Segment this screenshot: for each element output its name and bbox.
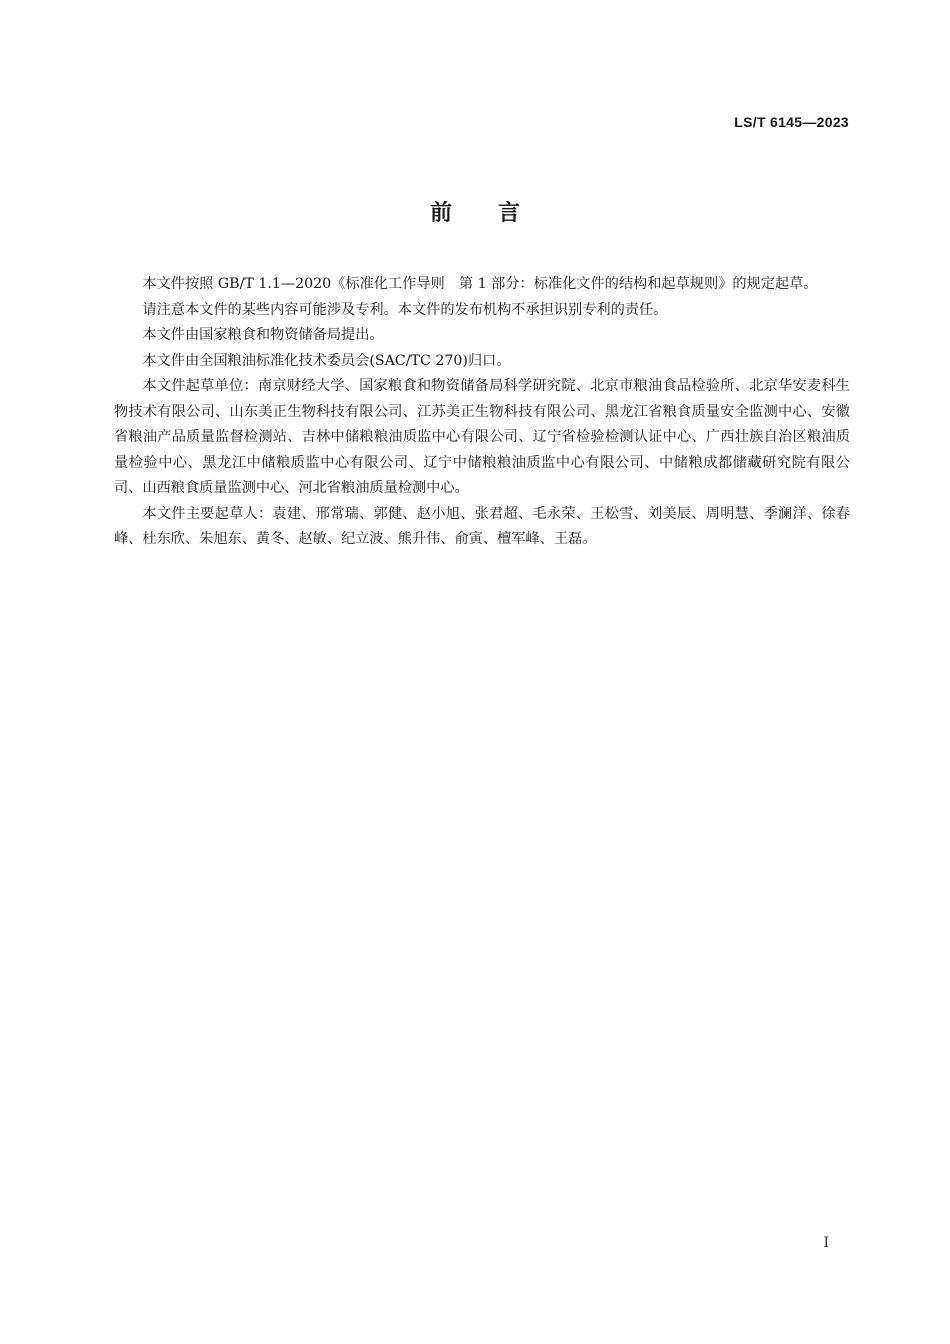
foreword-body xyxy=(114,272,850,553)
title-char-2: 言 xyxy=(498,201,521,226)
paragraph-patent-notice: 请注意本文件的某些内容可能涉及专利。本文件的发布机构不承担识别专利的责任。 xyxy=(142,301,668,318)
paragraph-committee: 本文件由全国粮油标准化技术委员会(SAC/TC 270)归口。 xyxy=(142,352,511,369)
page-number: I xyxy=(823,1235,829,1251)
paragraph-drafting-rules: 本文件按照 GB/T 1.1—2020《标准化工作导则 第 1 部分：标准化文件的结构和起草规则》的规定起草。 xyxy=(142,276,818,292)
paragraph-drafters: 本文件主要起草人：袁建、邢常瑞、郭健、赵小旭、张君超、毛永荣、王松雪、刘美辰、周明慧、季澜洋、徐春峰、杜东欣、朱旭东、黄冬、赵敏、纪立波、熊升伟、俞寅、檀军峰、王磊。 xyxy=(114,505,850,547)
page-title xyxy=(0,196,950,227)
paragraph-proposer: 本文件由国家粮食和物资储备局提出。 xyxy=(142,327,384,343)
document-code: LS/T 6145—2023 xyxy=(734,114,849,130)
paragraph-drafting-units: 本文件起草单位：南京财经大学、国家粮食和物资储备局科学研究院、北京市粮油食品检验所、北京华安麦科生物技术有限公司、山东美正生物科技有限公司、江苏美正生物科技有限公司、黑龙江省粮食质量安全监测中心、安徽省粮油产品质量监督检测站、吉林中储粮粮油质监中心有限公司、辽宁省检验检测认证中心、广西壮族自治区粮油质量检验中心、黑龙江中储粮质监中心有限公司、辽宁中储粮粮油质监中心有限公司、中储粮成都储藏研究院有限公司、山西粮食质量监测中心、河北省粮油质量检测中心。 xyxy=(114,378,850,496)
title-char-1: 前 xyxy=(429,201,452,226)
